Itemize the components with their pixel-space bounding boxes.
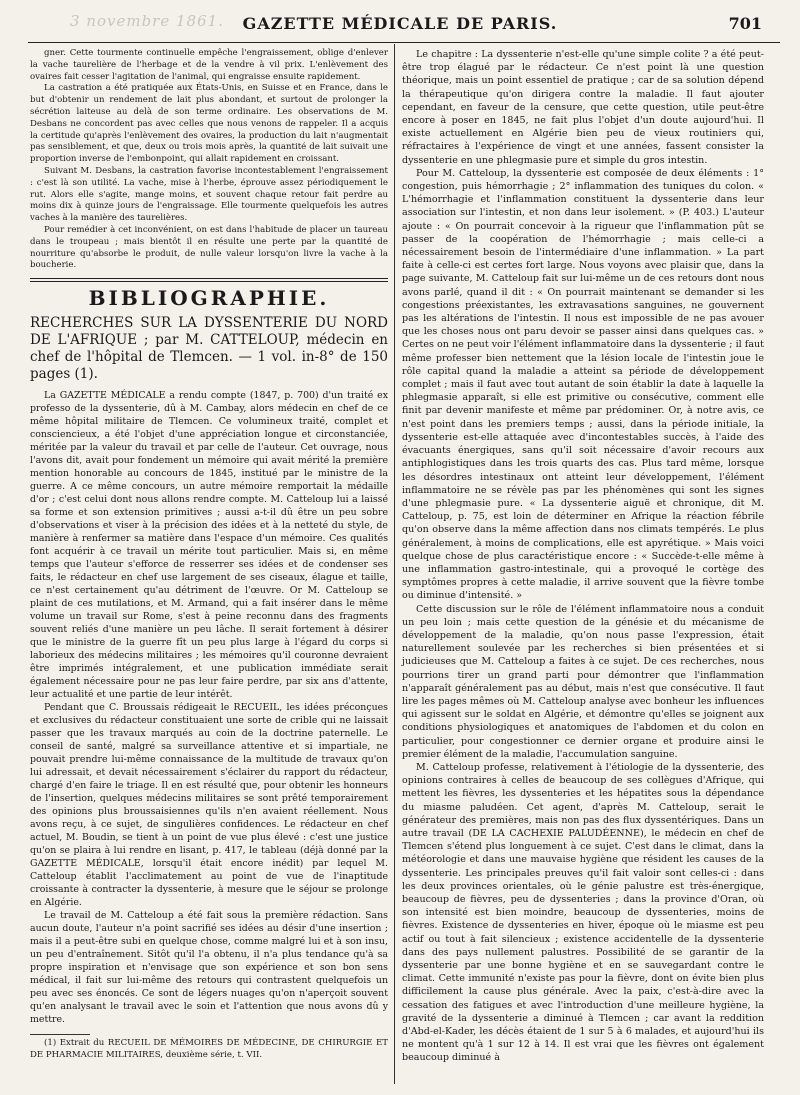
column-divider	[394, 44, 395, 1084]
paragraph: Cette discussion sur le rôle de l'élément inflammatoire nous a conduit un peu loin ; mais cette question de la génésie et du mécanisme de développement de la maladie, qu'on nous passe l'expression, était naturellement soulevée par les recherches si bien présentées et si judicieuses que M. Catteloup a faites à ce sujet. De ces recherches, nous pourrions tirer un grand parti pour démontrer que l'inflammation n'apparaît généralement pas au début, mais n'est que consécutive. Il faut lire les pages mêmes où M. Catteloup analyse avec bonheur les influences qui agissent sur le soldat en Algérie, et démontre qu'elles se joignent aux conditions physiologiques et anatomiques de l'abdomen et du colon en particulier, pour congestionner ce dernier organe et produire ainsi le premier élément de la maladie, l'accumulation sanguine.	[402, 603, 764, 760]
footnote: (1) Extrait du RECUEIL DE MÉMOIRES DE MÉDECINE, DE CHIRURGIE ET DE PHARMACIE MILITAIRES, deuxième série, t. VII.	[30, 1038, 388, 1060]
paragraph: M. Catteloup professe, relativement à l'étiologie de la dyssenterie, des opinions contraires à celles de beaucoup de ses collègues d'Afrique, qui mettent les fièvres, les dyssenteries et les hépatites sous la dépendance du miasme paludéen. Cet agent, d'après M. Catteloup, serait le générateur des premières, mais non pas des flux dyssentériques. Dans un autre travail (DE LA CACHEXIE PALUDÉENNE), le médecin en chef de Tlemcen s'étend plus longuement à ce sujet. C'est dans le climat, dans la météorologie et dans une mauvaise hygiène que résident les causes de la dyssenterie. Les principales preuves qu'il fait valoir sont celles-ci : dans les deux provinces orientales, où le génie palustre est très-énergique, beaucoup de fièvres, peu de dyssenteries ; dans la province d'Oran, où son intensité est bien moindre, beaucoup de dyssenteries, moins de fièvres. Existence de dyssenteries en hiver, époque où le miasme est peu actif ou tout à fait silencieux ; existence accidentelle de la dyssenterie dans des pays nullement palustres. Possibilité de se garantir de la dyssenterie par une bonne hygiène et en se sauvegardant contre le climat. Cette immunité n'existe pas pour la fièvre, dont on évite bien plus difficilement la cause plus générale. Avec la paix, c'est-à-dire avec la cessation des fatigues et avec l'introduction d'une meilleure hygiène, la gravité de la dyssenterie a diminué à Tlemcen ; car avant la reddition d'Abd-el-Kader, les décès étaient de 1 sur 5 à 6 malades, et aujourd'hui ils ne montent qu'à 1 sur 12 à 14. Il est vrai que les fièvres ont également beaucoup diminué à	[402, 761, 764, 1064]
section-rule	[30, 281, 388, 282]
paragraph: gner. Cette tourmente continuelle empêche l'engraissement, oblige d'enlever la vache taurelière de l'herbage et de la vendre à vil prix. L'enlèvement des ovaires fait cesser l'agitation de l'animal, qui engraisse ensuite rapidement.	[30, 48, 388, 82]
work-heading: RECHERCHES SUR LA DYSSENTERIE DU NORD DE L'AFRIQUE ; par M. CATTELOUP, médecin en chef de l'hôpital de Tlemcen. — 1 vol. in-8° de 150 pages (1).	[30, 315, 388, 383]
ghost-date: 3 novembre 1861.	[70, 12, 224, 30]
paragraph: Suivant M. Desbans, la castration favorise incontestablement l'engraissement : c'est là son utilité. La vache, mise à l'herbe, éprouve assez périodiquement le rut. Alors elle s'agite, mange moins, et souvent chaque retour fait perdre au moins dix à quinze jours de l'engraissage. Elle tourmente quelquefois les autres vaches à la manière des taurelières.	[30, 165, 388, 224]
paragraph: Le chapitre : La dyssenterie n'est-elle qu'une simple colite ? a été peut-être trop élagué par le rédacteur. Ce n'est point là une question théorique, mais un point essentiel de pratique ; car de sa solution dépend la thérapeutique qu'on dirigera contre la maladie. Il faut ajouter cependant, en faveur de la censure, que cette question, utile peut-être encore à poser en 1845, ne fait plus l'objet d'un doute aujourd'hui. Il existe actuellement en Algérie bien peu de vieux routiniers qui, réfractaires à l'expérience de vingt et une années, fassent consister la dyssenterie en une phlegmasie pure et simple du gros intestin.	[402, 49, 764, 166]
page-number: 701	[728, 14, 762, 33]
running-head: GAZETTE MÉDICALE DE PARIS.	[242, 14, 558, 33]
paragraph: Le travail de M. Catteloup a été fait sous la première rédaction. Sans aucun doute, l'auteur n'a point sacrifié ses idées au désir d'une insertion ; mais il a peut-être subi en quelque chose, comme malgré lui et à son insu, un peu d'entraînement. Sitôt qu'il l'a obtenu, il n'a plus tendance qu'à sa propre inspiration et n'envisage que son expérience et son bon sens médical, il fait sur lui-même des retours qui contrastent quelquefois un peu avec ses énoncés. Ce sont de légers nuages qu'on n'aperçoit souvent qu'en analysant le travail avec le soin et l'attention que nous avons dû y mettre.	[30, 910, 388, 1026]
paragraph: Pour M. Catteloup, la dyssenterie est composée de deux éléments : 1° congestion, puis hémorrhagie ; 2° inflammation des tuniques du colon. « L'hémorrhagie et l'inflammation constituent la dyssenterie dans leur association sur l'intestin, et non dans leur isolement. » (P. 403.) L'auteur ajoute : « On pourrait concevoir à la rigueur que l'inflammation pût se passer de la coopération de l'hémorrhagie ; mais celle-ci a nécessairement besoin de l'intermédiaire d'une inflammation. » La part faite à celle-ci est certes fort large. Nous voyons avec plaisir que, dans la page suivante, M. Catteloup fait sur lui-même un de ces retours dont nous avons parlé, quand il dit : « On pourrait maintenant se demander si les congestions préexistantes, les extravasations sanguines, ne gouvernent pas les altérations de l'intestin. Il nous est impossible de ne pas avouer que les choses nous ont paru devoir se passer ainsi dans quelques cas. » Certes on ne peut voir l'élément inflammatoire dans la dyssenterie ; il faut même professer bien nettement que la lésion locale de l'intestin joue le rôle capital quand la maladie a atteint sa période de développement complet ; mais il faut avec tout autant de soin établir la date à laquelle la phlegmasie apparaît, si elle est primitive ou consécutive, comment elle finit par devenir manifeste et même par prédominer. Or, à notre avis, ce n'est point dans les premiers temps ; aussi, dans la période initiale, la dyssenterie est-elle attaquée avec d'incontestables succès, à l'aide des évacuants énergiques, sans qu'il soit nécessaire d'avoir recours aux antiphlogistiques dans les trois quarts des cas. Plus tard même, lorsque les désordres intestinaux ont atteint leur développement, l'élément inflammatoire ne se révèle pas par les phénomènes qui sont les signes d'une phlegmasie pure. « La dyssenterie aiguë et chronique, dit M. Catteloup, p. 75, est loin de déterminer en Afrique la réaction fébrile qu'on observe dans la même affection dans nos climats tempérés. Le plus généralement, à moins de complications, elle est apyrétique. » Mais voici quelque chose de plus caractéristique encore : « Succède-t-elle même à une inflammation gastro-intestinale, qui a provoqué le cortège des symptômes propres à cette maladie, il arrive souvent que la fièvre tombe ou diminue d'intensité. »	[402, 167, 764, 602]
header-rule	[28, 42, 780, 43]
right-column	[402, 48, 764, 1065]
left-column	[30, 48, 388, 1061]
section-rule	[30, 278, 388, 279]
paragraph: La GAZETTE MÉDICALE a rendu compte (1847, p. 700) d'un traité ex professo de la dyssenterie, dû à M. Cambay, alors médecin en chef de ce même hôpital militaire de Tlemcen. Ce volumineux traité, complet et consciencieux, a été l'objet d'une appréciation longue et circonstanciée, méritée par la valeur du travail et par celle de l'auteur. Cet ouvrage, nous l'avons dit, avait pour fondement un mémoire qui avait mérité la première mention honorable au concours de 1845, institué par le ministre de la guerre. A ce même concours, un autre mémoire remportait la médaille d'or ; c'est celui dont nous allons rendre compte. M. Catteloup lui a laissé sa forme et son extension primitives ; aussi a-t-il dû être un peu sobre d'observations et viser à la précision des idées et à la netteté du style, de manière à renfermer sa matière dans l'espace d'un mémoire. Ces qualités font acquérir à ce travail un mérite tout particulier. Mais si, en même temps que l'auteur s'efforce de resserrer ses idées et de condenser ses faits, le rédacteur en chef use largement de ses ciseaux, élague et taille, ce n'est certainement qu'au détriment de l'œuvre. Or M. Catteloup se plaint de ces mutilations, et M. Armand, qui a fait insérer dans le même volume un travail sur Rome, s'est à peine reconnu dans des fragments souvent reliés d'une manière un peu lâche. Il serait fortement à désirer que le ministre de la guerre fît un peu plus large à l'égard du corps si laborieux des médecins militaires ; les mémoires qu'il couronne devraient être imprimés intégralement, et une publication immédiate serait également nécessaire pour ne pas leur faire perdre, par six ans d'attente, leur actualité et une partie de leur intérêt.	[30, 390, 388, 701]
paragraph: Pendant que C. Broussais rédigeait le RECUEIL, les idées préconçues et exclusives du rédacteur constituaient une sorte de crible qui ne laissait passer que les travaux marqués au coin de la doctrine paternelle. Le conseil de santé, malgré sa surveillance attentive et si impartiale, ne pouvait prendre lui-même connaissance de la multitude de travaux qu'on lui adressait, et devait nécessairement s'éclairer du rapport du rédacteur, chargé d'en faire le triage. Il en est résulté que, pour obtenir les honneurs de l'insertion, quelques médecins militaires se sont prêté temporairement des opinions plus broussaisiennes qu'ils n'en avaient réellement. Nous avons reçu, à ce sujet, de singulières confidences. Le rédacteur en chef actuel, M. Boudin, se tient à un point de vue plus élevé : c'est une justice qu'on se plaira à lui rendre en lisant, p. 417, le tableau (déjà donné par la GAZETTE MÉDICALE, lorsqu'il était encore inédit) par lequel M. Catteloup établit l'acclimatement au point de vue de l'inaptitude croissante à contracter la dyssenterie, à mesure que le séjour se prolonge en Algérie.	[30, 702, 388, 909]
paragraph: La castration a été pratiquée aux États-Unis, en Suisse et en France, dans le but d'obtenir un rendement de lait plus abondant, et surtout de prolonger la sécrétion laiteuse au delà de son terme ordinaire. Les observations de M. Desbans ne concordent pas avec celles que nous venons de rappeler. Il a acquis la certitude qu'après l'enlèvement des ovaires, la production du lait n'augmentait pas sensiblement, et que, deux ou trois mois après, la quantité de lait suivait une proportion inverse de l'embonpoint, qui allait rapidement en croissant.	[30, 83, 388, 165]
paragraph: Pour remédier à cet inconvénient, on est dans l'habitude de placer un taureau dans le troupeau ; mais bientôt il en résulte une perte par la quantité de nourriture qu'absorbe le produit, de nulle valeur lorsqu'on livre la vache à la boucherie.	[30, 224, 388, 271]
footnote-rule	[30, 1034, 90, 1035]
section-title: BIBLIOGRAPHIE.	[88, 286, 330, 311]
continuation-block	[30, 48, 388, 272]
